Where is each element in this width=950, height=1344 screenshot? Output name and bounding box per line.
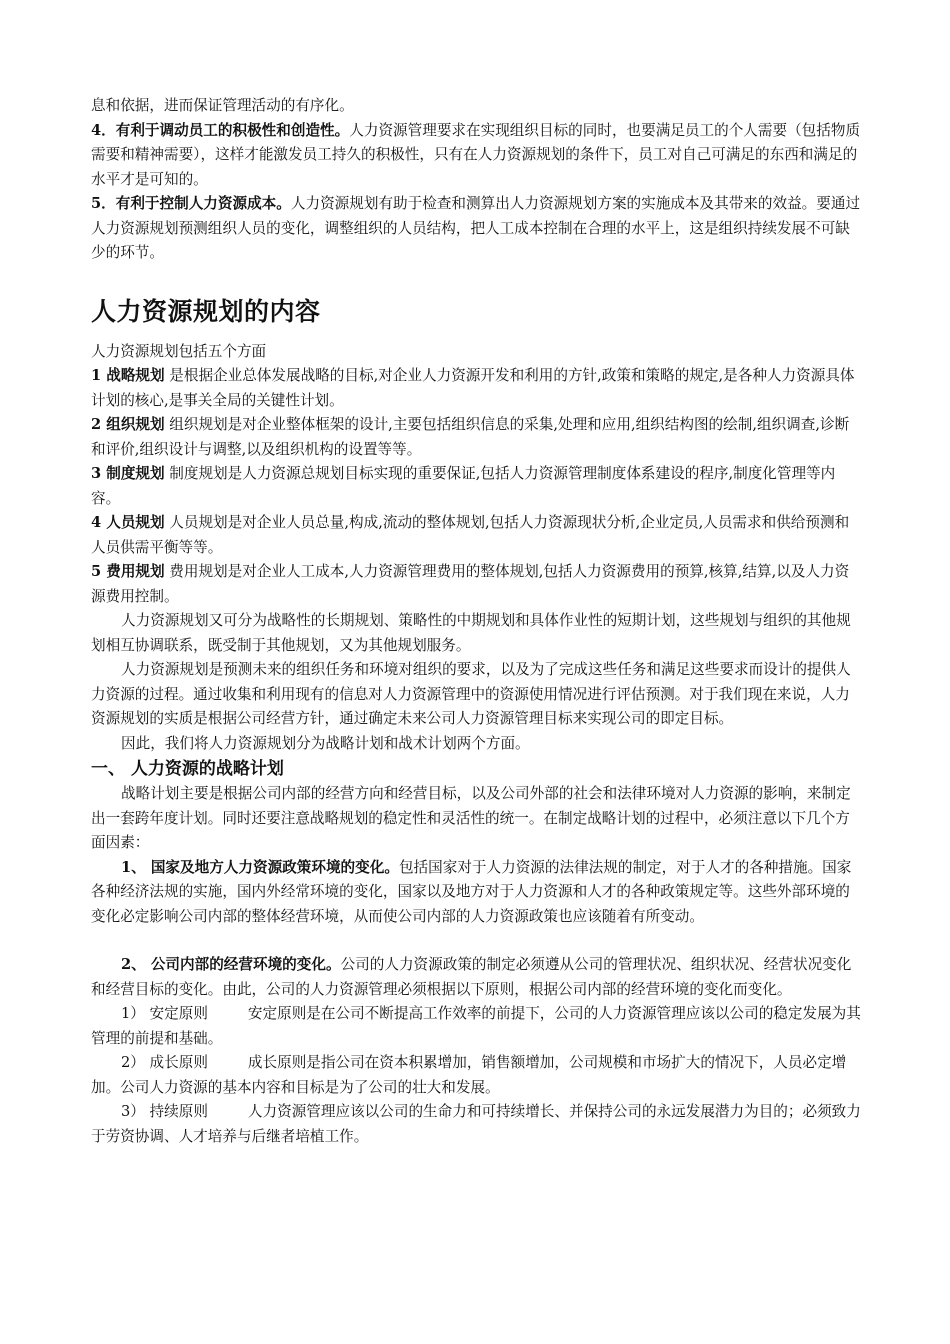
blank-line — [91, 929, 863, 953]
principle-number: 3） — [121, 1103, 145, 1120]
strategy-intro: 战略计划主要是根据公司内部的经营方向和经营目标，以及公司外部的社会和法律环境对人力资源的影响，来制定出一套跨年度计划。同时还要注意战略规划的稳定性和灵活性的统一。在制定战略计划的过程中，必须注意以下几个方面因素： — [91, 785, 851, 851]
principle-item — [91, 1100, 863, 1149]
plan-item — [91, 511, 863, 560]
intro-paragraph-4-text: 人力资源管理要求在实现组织目标的同时，也要满足员工的个人需要（包括物质需要和精神需要），这样才能激发员工持久的积极性，只有在人力资源规划的条件下，员工对自己可满足的东西和满足的水平才是可知的。 — [91, 121, 861, 188]
principle-number: 1） — [121, 1005, 145, 1022]
factor-1-text: 包括国家对于人力资源的法律法规的制定，对于人才的各种措施。国家各种经济法规的实施，国内外经常环境的变化，国家以及地方对于人力资源和人才的各种政策规定等。这些外部环境的变化必定影响公司内部的整体经营环境，从而使公司内部的人力资源政策也应该随着有所变动。 — [91, 858, 852, 925]
factor-1 — [91, 856, 863, 930]
principle-text: 成长原则是指公司在资本积累增加，销售额增加，公司规模和市场扩大的情况下，人员必定增加。公司人力资源的基本内容和目标是为了公司的壮大和发展。 — [91, 1054, 847, 1096]
intro-paragraph-5-lead: 5．有利于控制人力资源成本。 — [91, 195, 291, 212]
plan-item-text: 是根据企业总体发展战略的目标,对企业人力资源开发和利用的方针,政策和策略的规定,是各种人力资源具体计划的核心,是事关全局的关键性计划。 — [91, 367, 855, 409]
principle-name: 安定原则 — [149, 1005, 208, 1022]
factor-2-text: 公司的人力资源政策的制定必须遵从公司的管理状况、组织状况、经营状况变化和经营目标的变化。由此，公司的人力资源管理必须根据以下原则，根据公司内部的经营环境的变化而变化。 — [91, 956, 852, 998]
section-lead: 人力资源规划包括五个方面 — [91, 342, 267, 360]
plan-item-label: 1 战略规划 — [91, 367, 165, 384]
factor-1-lead: 1、 国家及地方人力资源政策环境的变化。 — [121, 858, 399, 876]
factor-2 — [91, 953, 863, 1002]
section-paragraph-3: 因此，我们将人力资源规划分为战略计划和战术计划两个方面。 — [121, 734, 530, 752]
plan-item-label: 2 组织规划 — [91, 416, 165, 433]
principle-text: 安定原则是在公司不断提高工作效率的前提下，公司的人力资源管理应该以公司的稳定发展为其管理的前提和基础。 — [91, 1005, 861, 1047]
intro-paragraph-5-text: 人力资源规划有助于检查和测算出人力资源规划方案的实施成本及其带来的效益。要通过人力资源规划预测组织人员的变化，调整组织的人员结构，把人工成本控制在合理的水平上，这是组织持续发展不可缺少的环节。 — [91, 195, 861, 261]
section-paragraph-2: 人力资源规划是预测未来的组织任务和环境对组织的要求，以及为了完成这些任务和满足这些要求而设计的提供人力资源的过程。通过收集和利用现有的信息对人力资源管理中的资源使用情况进行评估预测。对于我们现在来说，人力资源规划的实质是根据公司经营方针，通过确定未来公司人力资源管理目标来实现公司的即定目标。 — [91, 661, 851, 727]
plan-item — [91, 364, 863, 413]
plan-item — [91, 413, 863, 462]
principle-name: 持续原则 — [149, 1103, 208, 1120]
intro-paragraph-0: 息和依据，进而保证管理活动的有序化。 — [91, 97, 354, 114]
plan-item — [91, 560, 863, 609]
principle-text: 人力资源管理应该以公司的生命力和可持续增长、并保持公司的永远发展潜力为目的；必须致力于劳资协调、人才培养与后继者培植工作。 — [91, 1103, 861, 1145]
factor-2-lead: 2、 公司内部的经营环境的变化。 — [121, 956, 341, 973]
plan-item — [91, 462, 863, 511]
plan-item-label: 5 费用规划 — [91, 563, 165, 580]
intro-paragraph-4 — [91, 119, 863, 193]
intro-paragraph-5 — [91, 192, 863, 266]
document-body — [91, 94, 863, 1149]
plan-item-text: 组织规划是对企业整体框架的设计,主要包括组织信息的采集,处理和应用,组织结构图的绘制,组织调查,诊断和评价,组织设计与调整,以及组织机构的设置等等。 — [91, 416, 850, 458]
principle-item — [91, 1051, 863, 1100]
principle-number: 2） — [121, 1054, 145, 1071]
plan-item-text: 制度规划是人力资源总规划目标实现的重要保证,包括人力资源管理制度体系建设的程序,制度化管理等内容。 — [91, 465, 836, 507]
section-title: 人力资源规划的内容 — [91, 296, 321, 326]
plan-item-label: 3 制度规划 — [91, 465, 165, 482]
section-paragraph-1: 人力资源规划又可分为战略性的长期规划、策略性的中期规划和具体作业性的短期计划，这些规划与组织的其他规划相互协调联系，既受制于其他规划，又为其他规划服务。 — [91, 612, 851, 654]
plan-item-label: 4 人员规划 — [91, 514, 165, 531]
plan-item-text: 费用规划是对企业人工成本,人力资源管理费用的整体规划,包括人力资源费用的预算,核算,结算,以及人力资源费用控制。 — [91, 563, 850, 605]
principle-name: 成长原则 — [149, 1054, 208, 1071]
intro-paragraph-4-lead: 4．有利于调动员工的积极性和创造性。 — [91, 121, 350, 139]
plan-item-text: 人员规划是对企业人员总量,构成,流动的整体规划,包括人力资源现状分析,企业定员,人员需求和供给预测和人员供需平衡等等。 — [91, 514, 850, 556]
strategy-heading: 一、 人力资源的战略计划 — [91, 759, 284, 779]
principle-item — [91, 1002, 863, 1051]
